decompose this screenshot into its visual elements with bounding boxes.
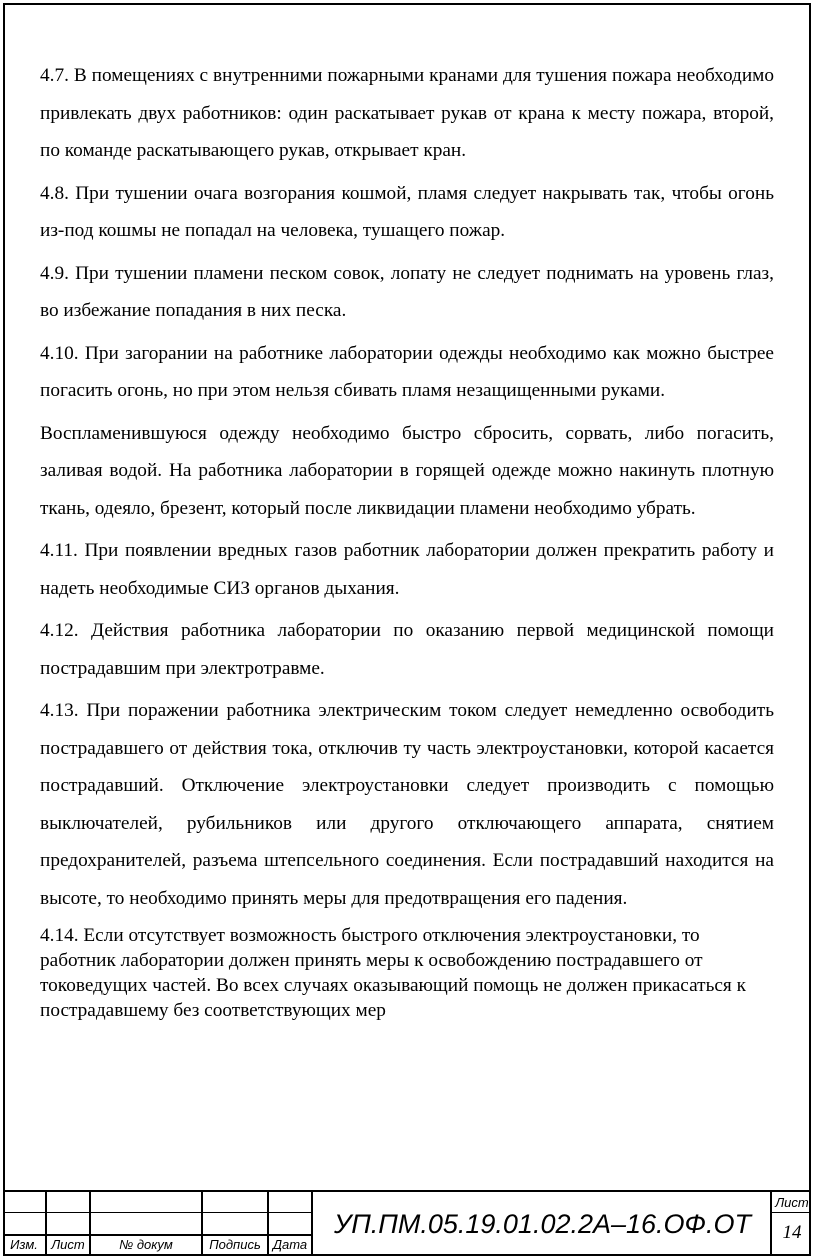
stamp-label-change: Изм. (10, 1237, 38, 1252)
stamp-col-divider-6 (770, 1190, 772, 1256)
paragraph-4-9: 4.9. При тушении пламени песком совок, лопату не следует поднимать на уровень глаз, во избежание попадания в них песка. (40, 262, 774, 321)
sheet-label: Лист (775, 1195, 809, 1210)
paragraph-4-10: 4.10. При загорании на работнике лаборатории одежды необходимо как можно быстрее погасить огонь, но при этом нельзя сбивать пламя незащищенными руками. (40, 342, 774, 401)
stamp-top-border (3, 1190, 811, 1192)
paragraph-4-11: 4.11. При появлении вредных газов работник лаборатории должен прекратить работу и надеть необходимые СИЗ органов дыхания. (40, 540, 774, 599)
stamp-label-sheet: Лист (51, 1237, 85, 1252)
stamp-label-date: Дата (272, 1237, 308, 1252)
paragraph-4-8: 4.8. При тушении очага возгорания кошмой, пламя следует накрывать так, чтобы огонь из-под кошмы не попадал на человека, тушащего пожар. (40, 182, 774, 241)
title-block-stamp (3, 1190, 811, 1256)
stamp-col-divider-5 (311, 1190, 313, 1256)
sheet-number: 14 (782, 1222, 802, 1243)
stamp-label-doc-number: № докум (119, 1237, 173, 1252)
stamp-sheet-divider (771, 1212, 811, 1213)
paragraph-clothing: Воспламенившуюся одежду необходимо быстро сбросить, сорвать, либо погасить, заливая водой. На работника лаборатории в горящей одежде можно накинуть плотную ткань, одеяло, брезент, который после ликвидации пламени необходимо убрать. (40, 422, 774, 519)
document-body (40, 57, 774, 1028)
stamp-label-signature: Подпись (209, 1237, 261, 1252)
paragraph-4-13: 4.13. При поражении работника электрическим током следует немедленно освободить пострадавшего от действия тока, отключив ту часть электроустановки, которой касается пострадавший. Отключение электроустановки следует производить с помощью выключателей, рубильников или другого отключающего аппарата, снятием предохранителей, разъема штепсельного соединения. Если пострадавший находится на высоте, то необходимо принять меры для предотвращения его падения. (40, 700, 774, 909)
paragraph-4-14: 4.14. Если отсутствует возможность быстрого отключения электроустановки, то работник лаборатории должен принять меры к освобождению пострадавшего от токоведущих частей. Во всех случаях оказывающий помощь не должен прикасаться к пострадавшему без соответствующих мер (40, 925, 746, 1021)
paragraph-4-7: 4.7. В помещениях с внутренними пожарными кранами для тушения пожара необходимо привлекать двух работников: один раскатывает рукав от крана к месту пожара, второй, по команде раскатывающего рукав, открывает кран. (40, 65, 774, 161)
document-code: УП.ПМ.05.19.01.02.2А–16.ОФ.ОТ (333, 1209, 752, 1239)
paragraph-4-12: 4.12. Действия работника лаборатории по оказанию первой медицинской помощи пострадавшим при электротравме. (40, 620, 774, 679)
